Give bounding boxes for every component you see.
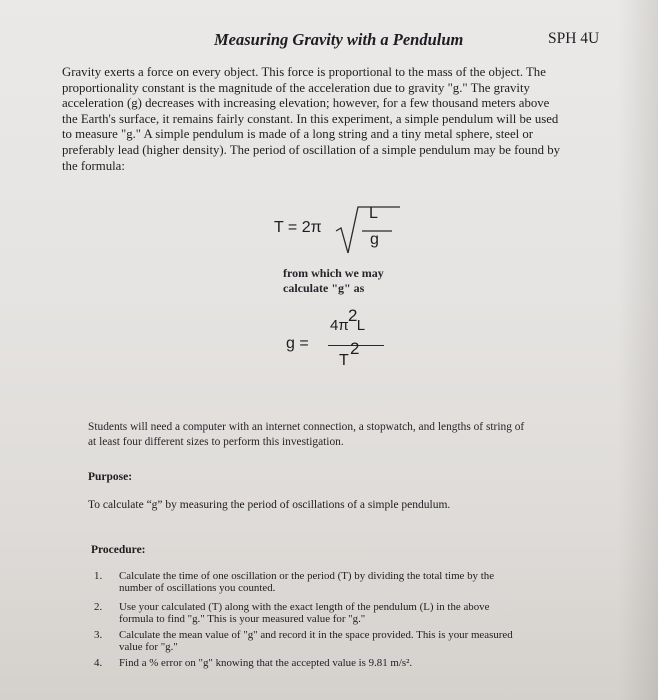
- period-formula-lhs: T = 2π: [274, 219, 322, 236]
- denominator-exponent: 2: [350, 339, 360, 358]
- procedure-step: [94, 601, 594, 626]
- procedure-list: [94, 570, 594, 672]
- step-line: formula to find "g." This is your measured value for "g.": [119, 613, 366, 626]
- derivation-note-line: from which we may: [283, 266, 384, 280]
- numerator-base: 4π: [330, 317, 349, 334]
- intro-line: the Earth's surface, it remains fairly constant. In this experiment, a simple pendulum will be used: [62, 111, 559, 126]
- intro-line: acceleration (g) decreases with increasing elevation; however, for a few thousand meters above: [62, 96, 550, 111]
- procedure-step: [94, 657, 594, 669]
- radical-sign: [274, 205, 414, 257]
- step-line: number of oscillations you counted.: [119, 582, 276, 595]
- step-line: Use your calculated (T) along with the exact length of the pendulum (L) in the above: [119, 601, 490, 613]
- gravity-formula-lhs: g =: [286, 335, 309, 352]
- step-number: 2.: [94, 601, 103, 613]
- purpose-text: To calculate “g” by measuring the period of oscillations of a simple pendulum.: [88, 499, 451, 511]
- materials-line: at least four different sizes to perform this investigation.: [88, 436, 344, 448]
- period-formula-numerator: L: [369, 205, 378, 222]
- numerator-tail: L: [356, 317, 366, 334]
- step-line: Calculate the time of one oscillation or the period (T) by dividing the total time by the: [119, 570, 495, 582]
- period-formula: [274, 205, 414, 257]
- procedure-heading: Procedure:: [91, 544, 146, 556]
- gravity-formula-denominator: T: [339, 352, 349, 369]
- course-code: SPH 4U: [548, 30, 600, 47]
- materials-line: Students will need a computer with an internet connection, a stopwatch, and lengths of string of: [88, 421, 525, 433]
- derivation-note-line: calculate "g" as: [283, 281, 365, 295]
- gravity-formula: [286, 305, 396, 375]
- intro-paragraph: [62, 65, 614, 174]
- period-formula-denominator: g: [370, 231, 379, 248]
- page-shadow: [618, 0, 658, 700]
- numerator-exponent: 2: [348, 306, 358, 325]
- intro-line: preferably lead (higher density). The period of oscillation of a simple pendulum may be found by: [62, 142, 560, 157]
- purpose-heading: Purpose:: [88, 471, 133, 483]
- procedure-step: [94, 570, 594, 598]
- step-line: value for "g.": [119, 641, 178, 654]
- page-title: Measuring Gravity with a Pendulum: [214, 30, 464, 49]
- intro-line: Gravity exerts a force on every object. This force is proportional to the mass of the object. The: [62, 65, 546, 79]
- intro-line: proportionality constant is the magnitude of the acceleration due to gravity "g." The gravity: [62, 80, 530, 95]
- derivation-note: [283, 266, 384, 296]
- step-number: 4.: [94, 656, 103, 669]
- step-line: Calculate the mean value of "g" and record it in the space provided. This is your measured: [119, 628, 513, 641]
- materials-note: [88, 420, 524, 450]
- step-line: Find a % error on "g" knowing that the accepted value is 9.81 m/s².: [119, 656, 413, 669]
- procedure-step: [94, 629, 594, 654]
- step-number: 1.: [94, 570, 103, 582]
- intro-line: the formula:: [62, 158, 125, 173]
- step-number: 3.: [94, 628, 103, 641]
- intro-line: to measure "g." A simple pendulum is made of a long string and a tiny metal sphere, steel or: [62, 127, 534, 142]
